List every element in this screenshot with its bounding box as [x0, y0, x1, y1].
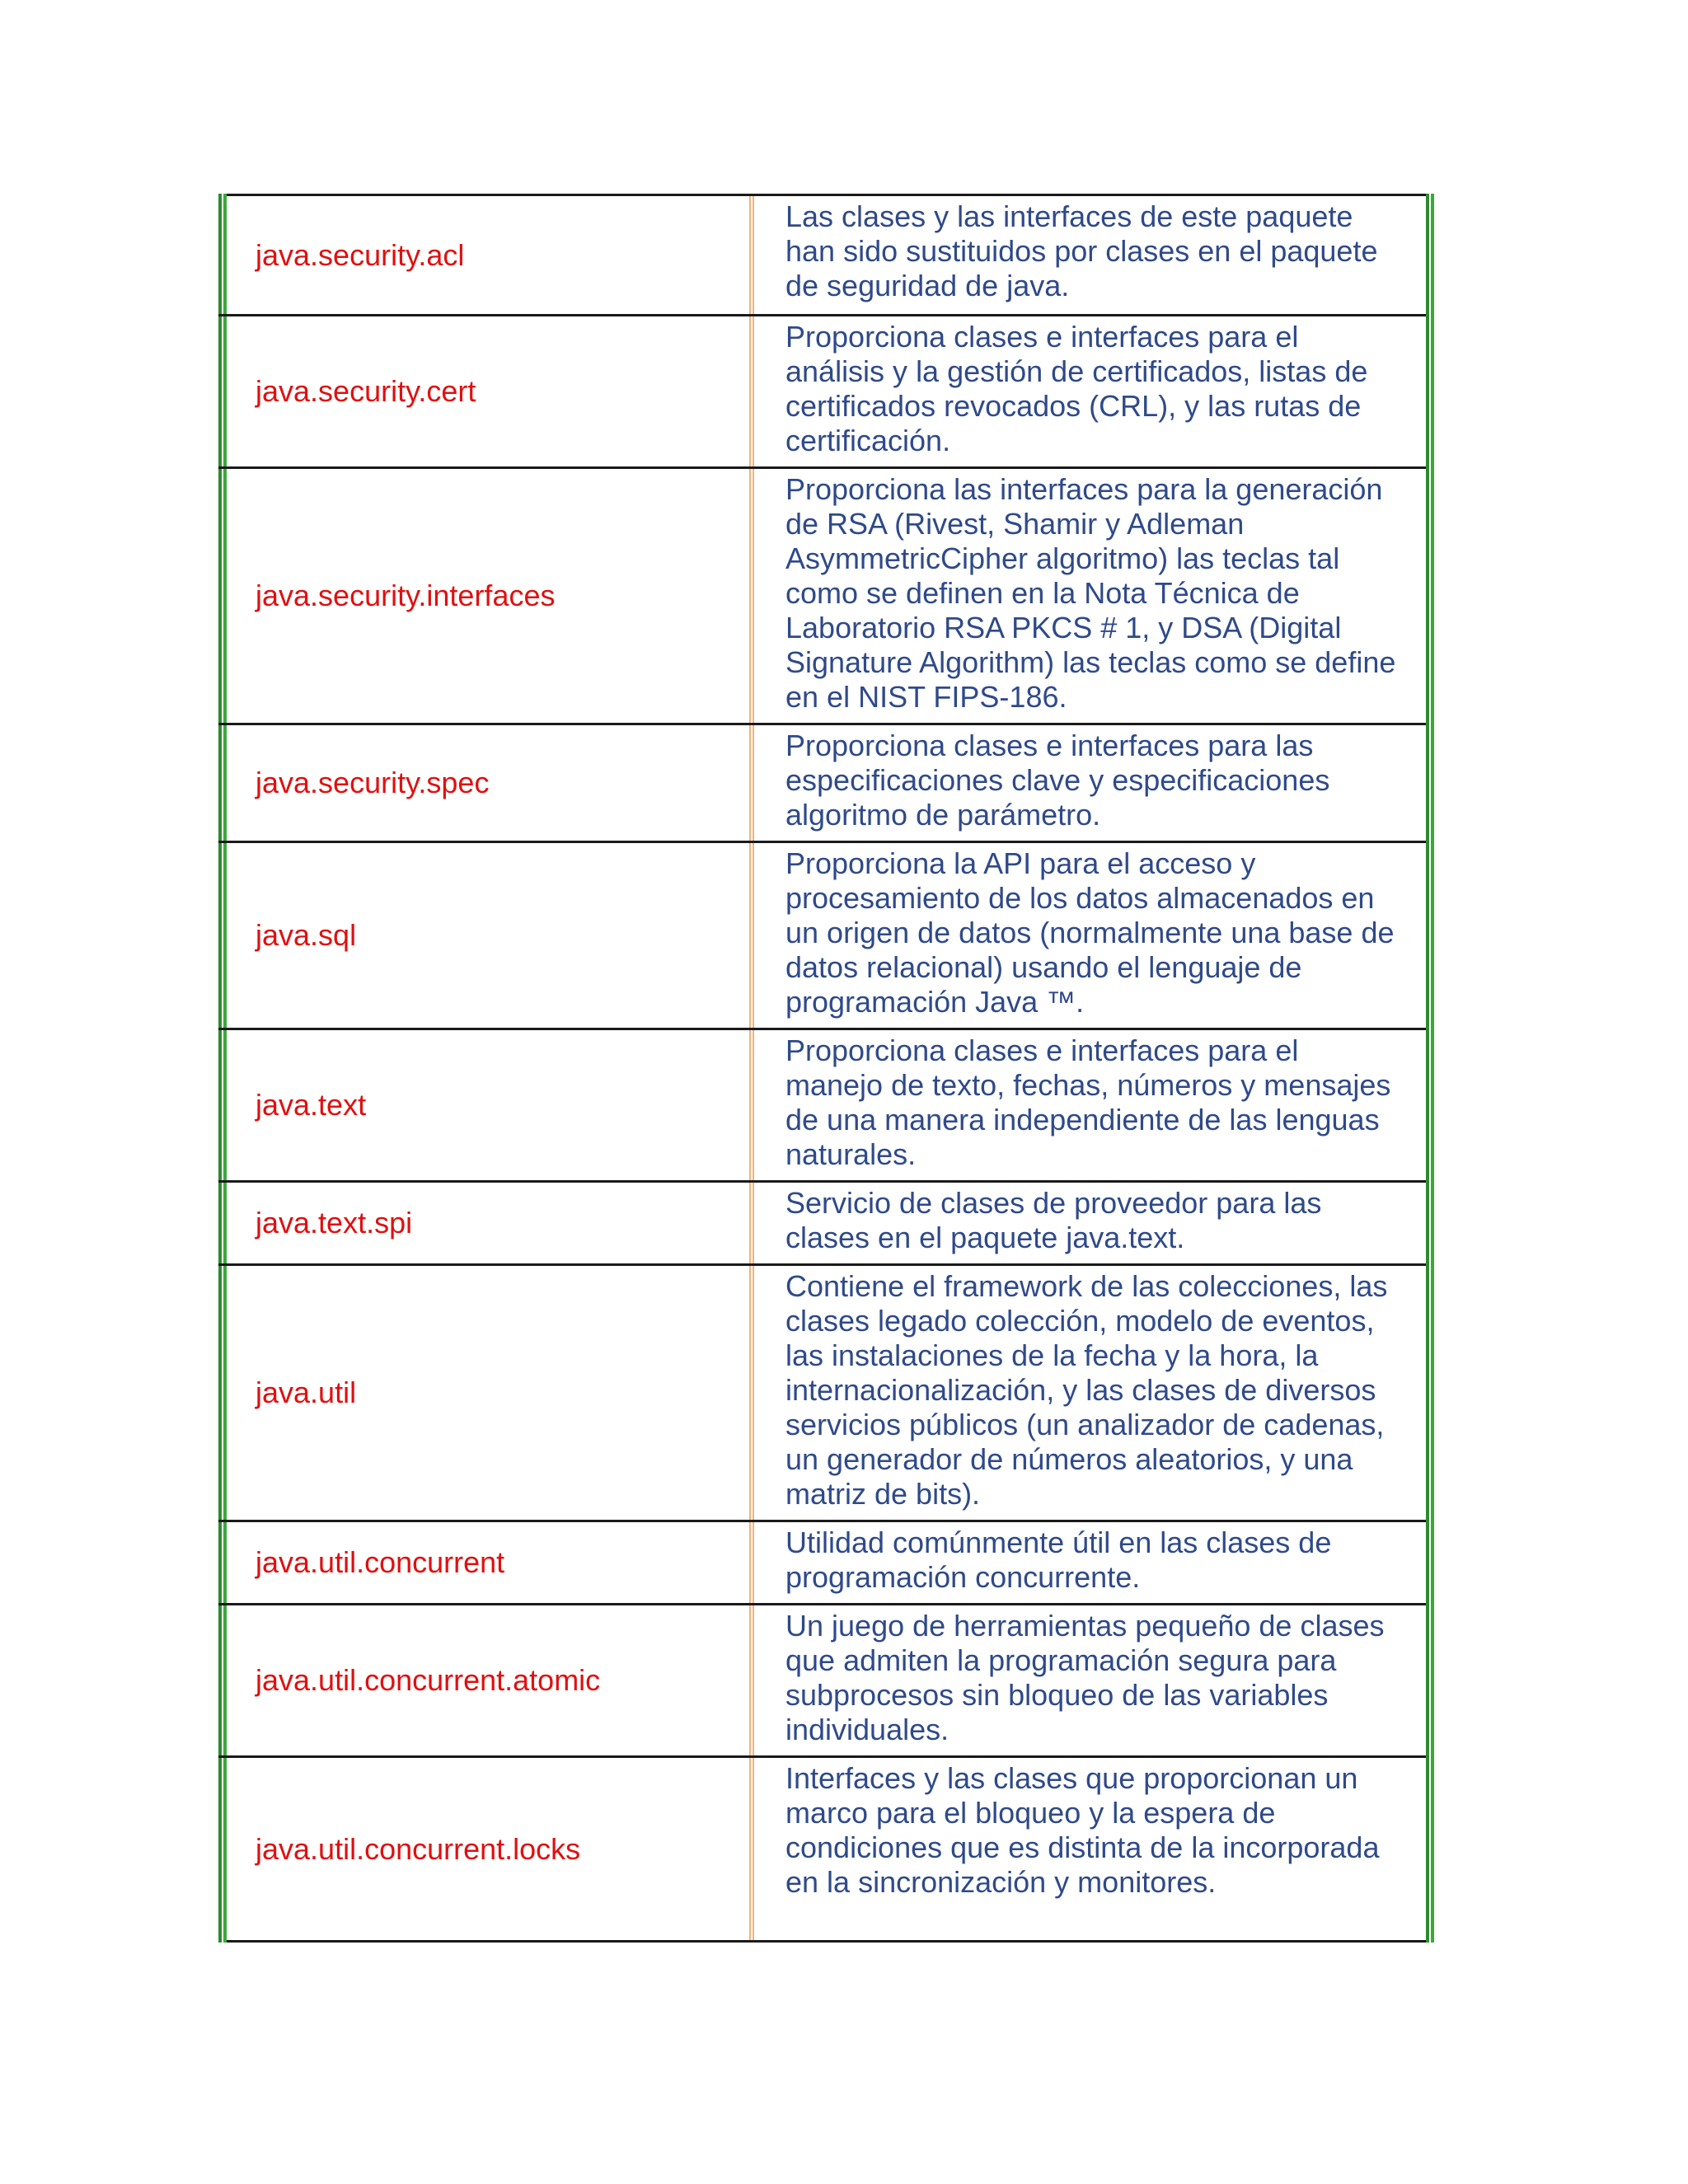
description-line: individuales. [785, 1713, 950, 1746]
description-line: de una manera independiente de las lenguas [785, 1103, 1380, 1137]
package-description [754, 316, 1434, 466]
description-line: programación concurrente. [785, 1560, 1141, 1594]
description-line: subprocesos sin bloqueo de las variables [785, 1678, 1329, 1712]
table-row [218, 196, 1434, 314]
package-table [218, 194, 1434, 1943]
table-row [218, 841, 1434, 1028]
description-line: Proporciona la API para el acceso y [785, 846, 1256, 880]
description-line: marco para el bloqueo y la espera de [785, 1796, 1276, 1830]
description-line: certificados revocados (CRL), y las rutas de [785, 389, 1362, 423]
description-line: programación Java ™. [785, 985, 1085, 1019]
table-row [218, 1603, 1434, 1755]
package-name: java.text [218, 1030, 754, 1180]
description-line: especificaciones clave y especificaciones [785, 763, 1330, 797]
package-name: java.sql [218, 843, 754, 1028]
description-line: Proporciona clases e interfaces para las [785, 729, 1314, 762]
package-description [754, 1183, 1434, 1263]
package-description [754, 469, 1434, 723]
package-name: java.util.concurrent [218, 1522, 754, 1603]
table-row [218, 1180, 1434, 1263]
description-line: análisis y la gestión de certificados, listas de [785, 354, 1368, 388]
description-line: de seguridad de java. [785, 269, 1070, 302]
description-line: algoritmo de parámetro. [785, 798, 1101, 832]
description-line: certificación. [785, 424, 951, 457]
description-line: matriz de bits). [785, 1477, 981, 1511]
description-line: AsymmetricCipher algoritmo) las teclas tal [785, 541, 1340, 575]
package-description [754, 1030, 1434, 1180]
description-line: Utilidad comúnmente útil en las clases de [785, 1526, 1332, 1559]
description-line: Laboratorio RSA PKCS # 1, y DSA (Digital [785, 611, 1342, 644]
description-line: condiciones que es distinta de la incorporada [785, 1830, 1380, 1864]
package-name: java.util [218, 1266, 754, 1520]
table-row [218, 723, 1434, 841]
package-name: java.security.interfaces [218, 469, 754, 723]
description-line: un generador de números aleatorios, y una [785, 1442, 1353, 1476]
description-line: datos relacional) usando el lenguaje de [785, 950, 1302, 984]
table-row [218, 1755, 1434, 1940]
description-line: de RSA (Rivest, Shamir y Adleman [785, 507, 1245, 541]
table-row [218, 1028, 1434, 1180]
description-line: Un juego de herramientas pequeño de clases [785, 1609, 1385, 1643]
description-line: Las clases y las interfaces de este paquete [785, 199, 1353, 233]
package-description [754, 196, 1434, 314]
description-line: Contiene el framework de las colecciones, las [785, 1269, 1388, 1303]
description-line: Interfaces y las clases que proporcionan un [785, 1761, 1358, 1795]
table-row [218, 466, 1434, 723]
description-line: Proporciona las interfaces para la generación [785, 472, 1383, 506]
package-name: java.text.spi [218, 1183, 754, 1263]
table-row [218, 1520, 1434, 1603]
package-name: java.security.acl [218, 196, 754, 314]
table-row [218, 1263, 1434, 1520]
description-line: Proporciona clases e interfaces para el [785, 1033, 1299, 1067]
package-name: java.util.concurrent.locks [218, 1758, 754, 1940]
description-line: manejo de texto, fechas, números y mensajes [785, 1068, 1391, 1102]
description-line: internacionalización, y las clases de diversos [785, 1373, 1376, 1407]
package-description [754, 1266, 1434, 1520]
package-description [754, 725, 1434, 841]
description-line: clases legado colección, modelo de eventos, [785, 1304, 1375, 1338]
description-line: Servicio de clases de proveedor para las [785, 1186, 1322, 1220]
description-line: Proporciona clases e interfaces para el [785, 320, 1299, 354]
description-line: como se definen en la Nota Técnica de [785, 576, 1300, 610]
description-line: procesamiento de los datos almacenados en [785, 881, 1375, 915]
description-line: en la sincronización y monitores. [785, 1865, 1217, 1899]
description-line: servicios públicos (un analizador de cadenas, [785, 1408, 1385, 1441]
description-line: en el NIST FIPS-186. [785, 680, 1067, 714]
package-description [754, 1758, 1434, 1940]
package-description [754, 1522, 1434, 1603]
package-name: java.security.spec [218, 725, 754, 841]
description-line: un origen de datos (normalmente una base de [785, 916, 1395, 949]
description-line: que admiten la programación segura para [785, 1643, 1337, 1677]
package-name: java.security.cert [218, 316, 754, 466]
description-line: han sido sustituidos por clases en el paquete [785, 234, 1378, 268]
description-line: naturales. [785, 1137, 917, 1171]
package-description [754, 843, 1434, 1028]
table-row [218, 314, 1434, 466]
description-line: las instalaciones de la fecha y la hora, la [785, 1338, 1319, 1372]
package-description [754, 1605, 1434, 1755]
description-line: Signature Algorithm) las teclas como se define [785, 645, 1396, 679]
description-line: clases en el paquete java.text. [785, 1221, 1185, 1254]
package-name: java.util.concurrent.atomic [218, 1605, 754, 1755]
